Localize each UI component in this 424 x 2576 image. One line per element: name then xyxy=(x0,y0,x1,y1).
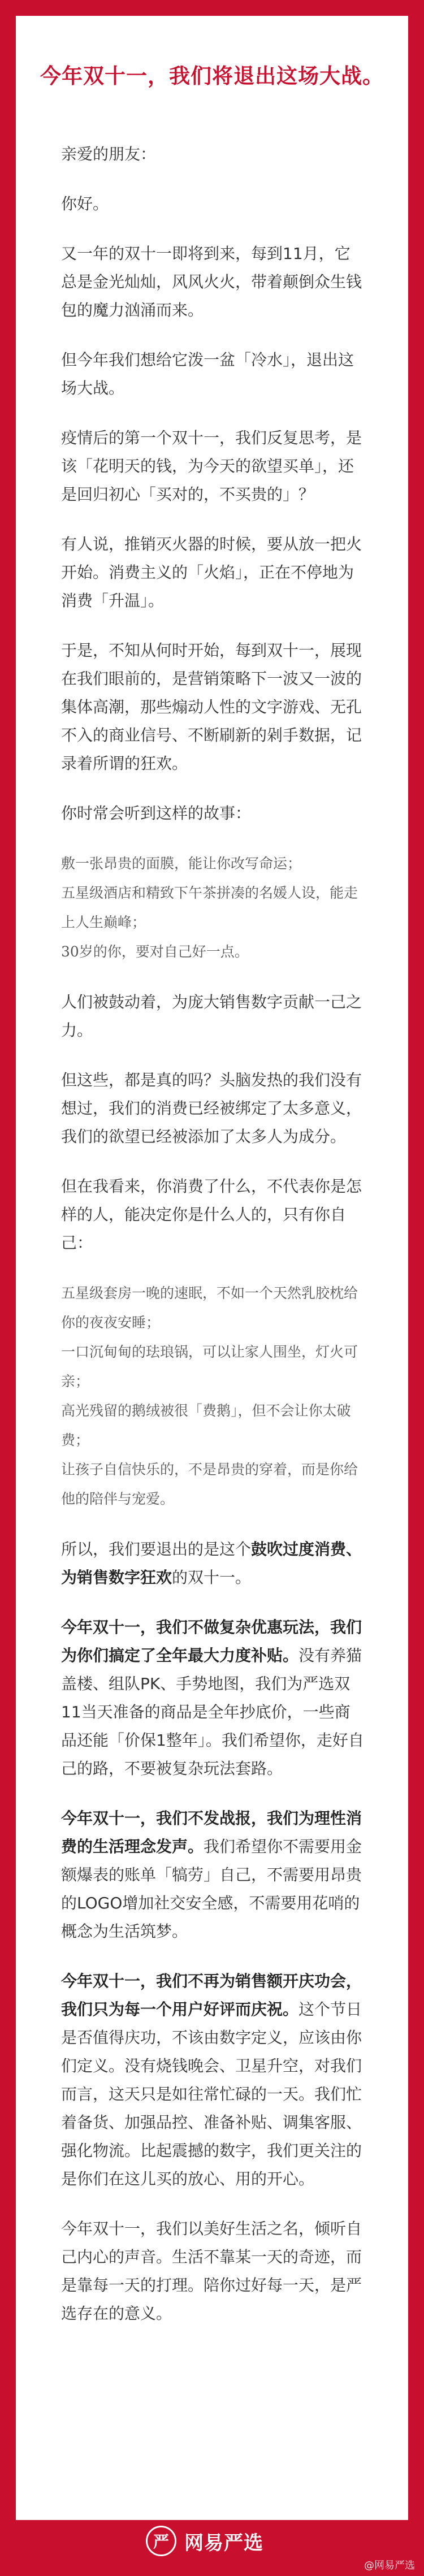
paragraph-text: 我们希望你不需要用金额爆表的账单「犒劳」自己，不需要用昂贵的LOGO增加社交安全感，不需要用花哨的概念为生活筑梦。 xyxy=(61,1837,362,1941)
quote-block xyxy=(61,1279,364,1514)
paragraph: 今年双十一，我们以美好生活之名，倾听自己内心的声音。生活不靠某一天的奇迹，而是靠每一天的打理。陪你过好每一天，是严选存在的意义。 xyxy=(61,2219,362,2323)
emphasis-text: 今年双十一，我们不再为销售额开庆功会，我们只为每一个用户好评而庆祝。 xyxy=(61,1972,362,2019)
emphasis-text: 今年双十一，我们不做复杂优惠玩法，我们为你们搞定了全年最大力度补贴。 xyxy=(61,1618,362,1665)
quote-line: 五星级酒店和精致下午茶拼凑的名媛人设，能走上人生巅峰； xyxy=(61,885,358,930)
paragraph: 人们被鼓动着，为庞大销售数字贡献一己之力。 xyxy=(61,993,362,1040)
paragraph: 疫情后的第一个双十一，我们反复思考，是该「花明天的钱，为今天的欲望买单」，还是回归初心「买对的，不买贵的」？ xyxy=(61,428,362,504)
paragraph-text: 没有养猫盖楼、组队PK、手势地图，我们为严选双11当天准备的商品是全年抄底价，一些商品还能「价保1整年」。我们希望你，走好自己的路，不要被复杂玩法套路。 xyxy=(61,1646,364,1778)
brand-name: 网易严选 xyxy=(184,2531,263,2555)
yanxuan-logo-icon: 严 xyxy=(146,2526,176,2556)
emphasis-text: 今年双十一，我们不发战报，我们为理性消费的生活理念发声。 xyxy=(61,1809,362,1856)
paragraph-text: 所以，我们要退出的是这个 xyxy=(61,1540,252,1558)
greeting: 亲爱的朋友： xyxy=(61,145,157,163)
paragraph: 于是，不知从何时开始，每到双十一，展现在我们眼前的，是营销策略下一波又一波的集体高潮，那些煽动人性的文字游戏、无孔不入的商业信号、不断刷新的剁手数据，记录着所谓的狂欢。 xyxy=(61,641,362,773)
weibo-watermark: @网易严选 xyxy=(364,2560,415,2571)
paragraph: 有人说，推销灭火器的时候，要从放一把火开始。消费主义的「火焰」，正在不停地为消费「升温」。 xyxy=(61,535,362,610)
paragraph: 但在我看来，你消费了什么，不代表你是怎样的人，能决定你是什么人的，只有你自己： xyxy=(61,1177,362,1252)
quote-line: 一口沉甸甸的珐琅锅，可以让家人围坐，灯火可亲； xyxy=(61,1344,358,1389)
paragraph: 又一年的双十一即将到来，每到11月，它总是金光灿灿，风风火火，带着颠倒众生钱包的魔力汹涌而来。 xyxy=(61,244,362,319)
emphasis-text: 鼓吹过度消费、为销售数字狂欢 xyxy=(61,1540,362,1587)
quote-line: 高光残留的鹅绒被很「费鹅」，但不会让你太破费； xyxy=(61,1402,351,1448)
letter-card xyxy=(16,16,408,2520)
brand-logo xyxy=(146,2526,263,2556)
page-title: 今年双十一，我们将退出这场大战。 xyxy=(40,64,384,88)
paragraph xyxy=(61,1804,364,1946)
quote-line: 30岁的你，要对自己好一点。 xyxy=(61,943,249,960)
paragraph: 但这些，都是真的吗？头脑发热的我们没有想过，我们的消费已经被绑定了太多意义，我们的欲望已经被添加了太多人为成分。 xyxy=(61,1071,362,1146)
quote-block xyxy=(61,849,364,967)
paragraph xyxy=(61,1535,364,1592)
paragraph xyxy=(61,1967,364,2193)
quote-line: 敷一张昂贵的面膜，能让你改写命运； xyxy=(61,855,302,872)
paragraph-text: 的双十一。 xyxy=(172,1568,252,1587)
paragraph: 你时常会听到这样的故事： xyxy=(61,804,252,822)
paragraph-text: 这个节日是否值得庆功，不该由数字定义，应该由你们定义。没有烧钱晚会、卫星升空，对我们而言，这天只是如往常忙碌的一天。我们忙着备货、加强品控、准备补贴、调集客服、强化物流。比起震撼的数字，我们更关注的是你们在这儿买的放心、用的开心。 xyxy=(61,2000,362,2188)
paragraph xyxy=(61,1613,364,1783)
letter-body xyxy=(61,140,364,2349)
paragraph: 但今年我们想给它泼一盆「冷水」，退出这场大战。 xyxy=(61,350,354,397)
salutation: 你好。 xyxy=(61,194,109,213)
quote-line: 让孩子自信快乐的，不是昂贵的穿着，而是你给他的陪伴与宠爱。 xyxy=(61,1461,358,1507)
quote-line: 五星级套房一晚的速眠，不如一个天然乳胶枕给你的夜夜安睡； xyxy=(61,1285,358,1331)
